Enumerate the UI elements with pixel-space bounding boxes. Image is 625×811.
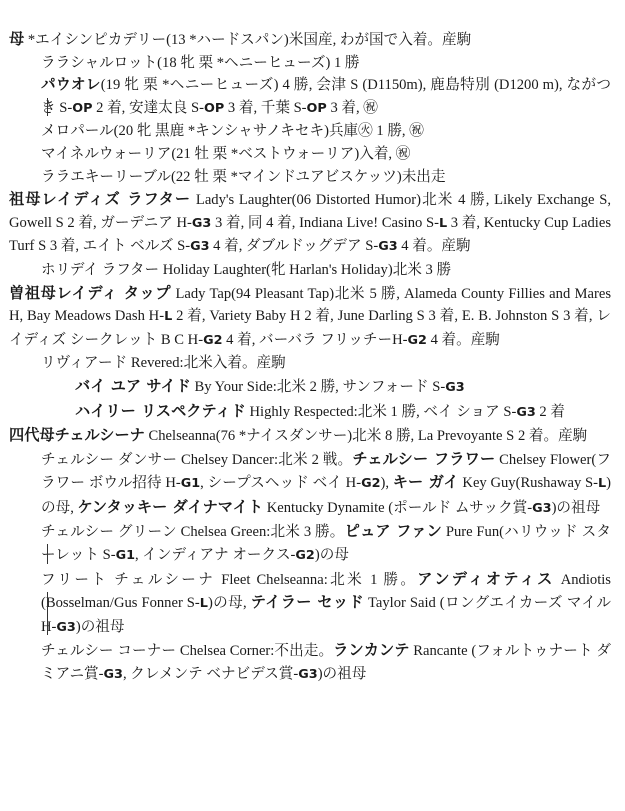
dam-produce-1: ララシャルロット(18 牝 栗 *ヘニーヒューズ) 1 勝 — [41, 54, 360, 71]
ggg-name: チェルシーナ — [54, 426, 145, 445]
horse-name: キー ガイ — [392, 473, 459, 492]
horse-name: ケンタッキー ダイナマイト — [77, 497, 264, 516]
granddam-name: レイディズ ラフター — [41, 190, 192, 209]
ggg-produce-4: チェルシー コーナー Chelsea Corner:不出走。ランカンテ Rancante (フォルトゥナート ダミアニ賞-G3, クレメンテ ベナビデス賞-G3)の祖母 — [41, 641, 611, 683]
ggg-produce-2: チェルシー グリーン Chelsea Green:北米 3 勝。ピュア ファン Pure Fun(ハリウッド スターレット S-G1, インディアナ オークス-G2)の母 — [9, 520, 611, 567]
ggg-produce-3: フリート チェルシーナ Fleet Chelseanna:北米 1 勝。アンディオティス Andiotis (Bosselman/Gus Fonner S-L)の母, テイラー セッド Taylor Said (ロングエイカーズ マイル H-G3)の祖母 — [9, 568, 611, 640]
dam-entry — [9, 28, 611, 52]
ggg-label: 四代母 — [9, 426, 55, 445]
revered-entry: リヴィアード Revered:北米入着。産駒 — [41, 355, 286, 372]
granddam-label: 祖母 — [9, 190, 42, 209]
horse-name: チェルシー フラワー — [352, 449, 496, 468]
dam-text: *エイシンピカデリー(13 *ハードスパン)米国産, わが国で入着。産駒 — [24, 32, 472, 48]
ggg-produce-1: チェルシー ダンサー Chelsey Dancer:北米 2 戦。チェルシー フラワー Chelsey Flower(フラワー ボウル招待 H-G1, シープスヘッド ベイ H-G2), キー ガイ Key Guy(Rushaway S-L)の母, ケンタッキー ダイナマイト Kentucky Dynamite (ポールド ムサック賞-G3)の祖母 — [41, 449, 611, 516]
granddam-entry: 祖母レイディズ ラフター Lady's Laughter(06 Distorted Humor)北米 4 勝, Likely Exchange S, Gowell S 2 着, ガーデニア H-G3 3 着, 同 4 着, Indiana Live! Casino S-L 3 着, Kentucky Cup Ladies Turf S 3 着, エイト ベルズ S-G3 4 着, ダブルドッグデア S-G3 4 着。産駒 — [9, 190, 612, 255]
greatgranddam-entry: 曽祖母レイディ タップ Lady Tap(94 Pleasant Tap)北米 5 勝, Alameda County Fillies and Mares H, Bay Meadows Dash H-L 2 着, Variety Baby H 2 着, June Darling S 3 着, E. B. Johnston S 3 着, レイディズ シークレット B C H-G2 4 着, バーバラ フリッチーH-G2 4 着。産駒 — [9, 283, 612, 348]
greatgranddam-name: レイディ タップ — [56, 283, 172, 302]
dam-produce-2: パウオレ(19 牝 栗 *ヘニーヒューズ) 4 勝, 会津 S (D1150m), 鹿島特別 (D1200 m), ながつき S-OP 2 着, 安達太良 S-OP 3 着, 千葉 S-OP 3 着, ㊗ — [9, 74, 611, 120]
horse-name: ピュア ファン — [344, 522, 442, 541]
dam-produce-3: メロパール(20 牝 黒鹿 *キンシャサノキセキ)兵庫㊋ 1 勝, ㊗ — [41, 123, 424, 140]
greatgranddam-label: 曽祖母 — [9, 283, 57, 302]
horse-name: テイラー セッド — [250, 593, 364, 612]
horse-name: ランカンテ — [333, 641, 410, 660]
granddam-produce-1: ホリデイ ラフター Holiday Laughter(牝 Harlan's Holiday)北米 3 勝 — [41, 261, 452, 278]
horse-name: アンディオティス — [417, 569, 555, 588]
highly-respected-name: ハイリー リスペクティド — [75, 401, 246, 420]
by-your-side-name: バイ ユア サイド — [75, 376, 191, 395]
highly-respected-entry: ハイリー リスペクティド Highly Respected:北米 1 勝, ベイ ショア S-G3 2 着 — [75, 401, 565, 420]
dam-label: 母 — [9, 30, 25, 48]
ggg-entry: 四代母チェルシーナ Chelseanna(76 *ナイスダンサー)北米 8 勝, La Prevoyante S 2 着。産駒 — [9, 426, 588, 445]
dam-produce-5: ララエキーリーブル(22 牡 栗 *マインドユアビスケッツ)未出走 — [41, 168, 446, 185]
dam-produce-4: マイネルウォーリア(21 牡 栗 *ベストウォーリア)入着, ㊗ — [41, 145, 411, 162]
horse-name: パウオレ — [41, 76, 101, 94]
by-your-side-entry: バイ ユア サイド By Your Side:北米 2 勝, サンフォード S-G3 — [75, 376, 465, 395]
